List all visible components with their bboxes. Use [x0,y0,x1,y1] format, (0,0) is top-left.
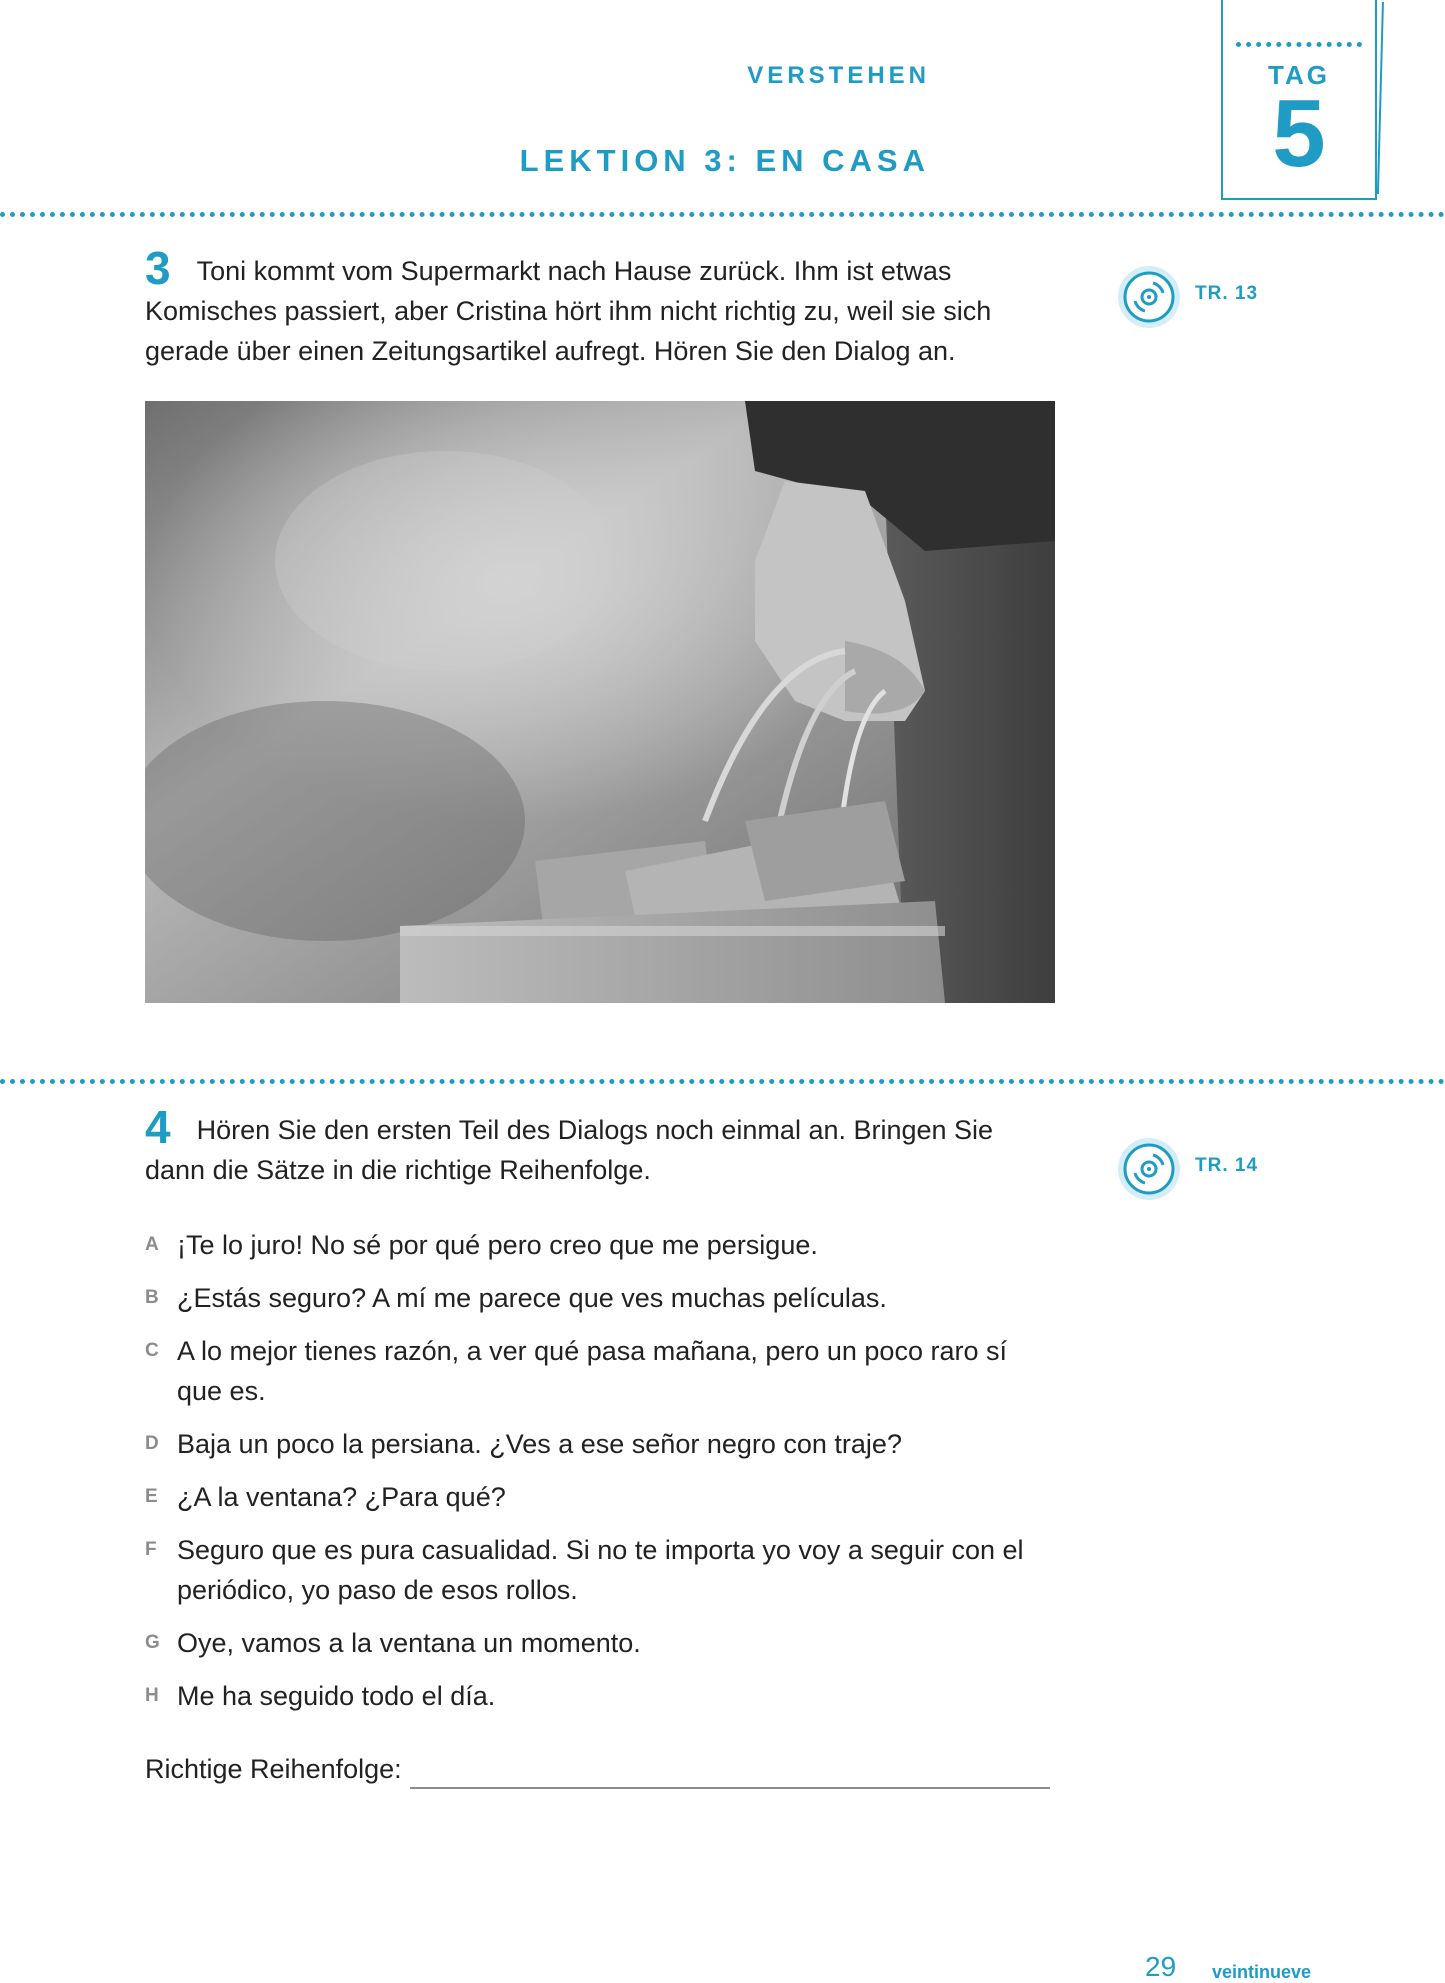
option-letter: G [145,1632,160,1653]
answer-blank[interactable] [410,1759,1050,1789]
option-g [145,1623,1045,1663]
tag-label: TAG [1268,60,1330,90]
track-label: TR. 13 [1195,283,1259,304]
tag-dots [1236,42,1362,47]
option-h [145,1676,1045,1716]
tag-number: 5 [1272,80,1326,187]
option-text: ¡Te lo juro! No sé por qué pero creo que me persigue. [177,1230,818,1260]
option-letter: A [145,1234,159,1255]
photo-shopping-bags [145,401,1055,1003]
option-text: Seguro que es pura casualidad. Si no te importa yo voy a seguir con el periódico, yo paso de esos rollos. [177,1535,1024,1605]
lesson-title: LEKTION 3: EN CASA [519,143,930,178]
audio-track-13[interactable] [1117,265,1258,329]
exercise-number: 4 [145,1101,171,1153]
option-text: ¿Estás seguro? A mí me parece que ves muchas películas. [177,1283,887,1313]
answer-label: Richtige Reihenfolge: [145,1754,402,1784]
cd-icon[interactable] [1117,265,1181,329]
option-text: ¿A la ventana? ¿Para qué? [177,1482,506,1512]
exercise-text: Hören Sie den ersten Teil des Dialogs noch einmal an. Bringen Sie dann die Sätze in die richtige Reihenfolge. [145,1115,994,1185]
option-text: Oye, vamos a la ventana un momento. [177,1628,641,1658]
day-tag [1221,0,1377,200]
page-number-word: veintinueve [1212,1962,1312,1982]
option-letter: D [145,1433,159,1454]
option-a [145,1225,1045,1265]
answer-row [145,1749,1050,1789]
option-c [145,1331,1047,1411]
option-letter: F [145,1539,157,1560]
option-text: A lo mejor tienes razón, a ver qué pasa mañana, pero un poco raro sí que es. [177,1336,1007,1406]
exercise-4-intro [145,1101,1025,1190]
option-letter: B [145,1287,159,1308]
option-letter: C [145,1340,159,1361]
option-letter: E [145,1486,158,1507]
option-d [145,1424,1045,1464]
exercise-number: 3 [145,242,171,294]
option-text: Me ha seguido todo el día. [177,1681,496,1711]
option-text: Baja un poco la persiana. ¿Ves a ese señor negro con traje? [177,1429,902,1459]
section-label: VERSTEHEN [747,62,930,89]
divider-top [0,212,1445,217]
sentence-options [145,1225,1045,1729]
option-f [145,1530,1077,1610]
track-label: TR. 14 [1195,1155,1259,1176]
option-b [145,1278,1045,1318]
option-e [145,1477,1045,1517]
option-letter: H [145,1685,159,1706]
cd-icon[interactable] [1117,1137,1181,1201]
exercise-text: Toni kommt vom Supermarkt nach Hause zurück. Ihm ist etwas Komisches passiert, aber Cristina hört ihm nicht richtig zu, weil sie sich gerade über einen Zeitungsartikel aufregt. Hören Sie den Dialog an. [145,256,992,366]
exercise-3-intro [145,242,1025,371]
page-number: 29 [1145,1951,1177,1982]
divider-middle [0,1079,1445,1084]
audio-track-14[interactable] [1117,1137,1258,1201]
